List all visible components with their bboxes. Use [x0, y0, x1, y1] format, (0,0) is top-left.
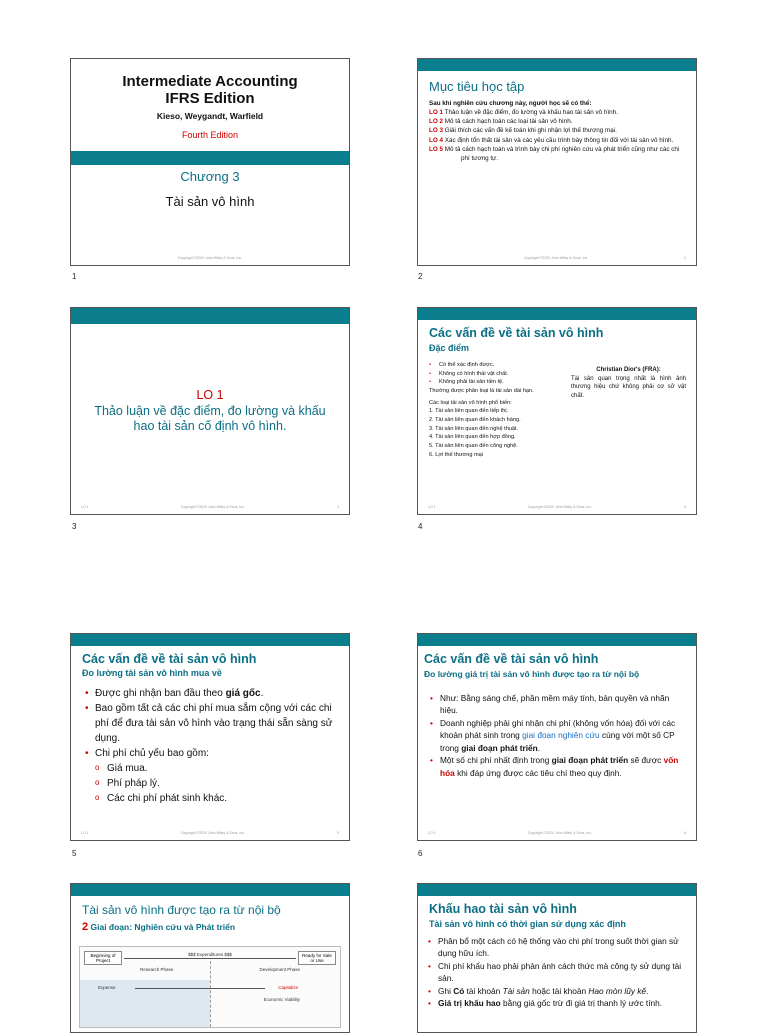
- footer-lo: LO 1: [428, 831, 436, 835]
- book-edition-title: IFRS Edition: [165, 90, 255, 107]
- accent-bar: [71, 151, 349, 165]
- bullet-acquisition: • Bao gồm tất cả các chi phí mua sắm cộng với các chi phí để đưa tài sản vô hình vào trạng thái sẵn sàng sử dụng.: [85, 701, 335, 746]
- accent-bar: [418, 59, 696, 71]
- copyright: Copyright ©2020 John Wiley & Sons, Inc.: [177, 256, 243, 260]
- page-number: 2: [684, 256, 686, 260]
- type-item: 4. Tài sản liên quan đến hợp đồng.: [429, 434, 516, 441]
- slide-number-4: 4: [418, 522, 423, 531]
- bullet-credit: • Ghi Có tài khoản Tài sản hoặc tài khoản Hao mòn lũy kế.: [428, 985, 684, 997]
- development-phase: Development Phase: [259, 967, 300, 972]
- copyright: Copyright ©2020 John Wiley & Sons, Inc.: [523, 256, 589, 260]
- lo-item: LO 2 Mô tả cách hạch toán các loại tài sản vô hình.: [429, 118, 573, 126]
- ready-box: Ready for Sale or Use: [298, 951, 336, 965]
- type-item: 6. Lợi thế thương mại: [429, 451, 483, 458]
- copyright: Copyright ©2020 John Wiley & Sons, Inc.: [527, 831, 592, 835]
- accent-bar: [71, 634, 349, 646]
- slide-subtitle: Đặc điểm: [429, 343, 470, 353]
- lo-item: LO 5 Mô tả cách hạch toán và trình bày chi phí nghiên cứu và phát triển cũng như các chi phí tương tự.: [429, 145, 680, 162]
- page-number: 4: [684, 505, 686, 509]
- bullet-expense: • Doanh nghiệp phải ghi nhận chi phí (không vốn hóa) đối với các khoản phát sinh trong giai đoạn nghiên cứu cùng với một số CP trong giai đoạn phát triển.: [430, 717, 686, 754]
- topic: Tài sản vô hình: [165, 194, 255, 209]
- accent-bar: [71, 884, 349, 896]
- slide-number-1: 1: [72, 272, 77, 281]
- slide-title: Tài sản vô hình được tạo ra từ nội bộ: [82, 903, 281, 917]
- authors: Kieso, Weygandt, Warfield: [156, 111, 264, 121]
- slide-8: [417, 883, 697, 1033]
- characteristic-item: • Không có hình thái vật chất.: [429, 370, 561, 379]
- slide-footer: [428, 505, 686, 509]
- cost-item: o Phí pháp lý.: [95, 776, 335, 791]
- slide-title: Các vấn đề về tài sản vô hình: [82, 652, 257, 666]
- slide-6: [417, 633, 697, 841]
- slide-number-5: 5: [72, 849, 77, 858]
- copyright: Copyright ©2020 John Wiley & Sons, Inc.: [527, 505, 592, 509]
- economic-viability: Economic Viability: [263, 997, 300, 1002]
- capitalize-label: Capitalize: [278, 985, 298, 990]
- phase-divider: [210, 961, 211, 1027]
- slide-footer: [428, 831, 686, 835]
- book-title: Intermediate Accounting: [122, 73, 298, 90]
- lo-item: LO 3 Giải thích các vấn đề kế toán khi ghi nhận lợi thế thương mại.: [429, 127, 617, 135]
- slide-footer: [428, 256, 686, 260]
- page-number: 3: [337, 505, 339, 509]
- accent-bar: [418, 884, 696, 896]
- lo-code: LO 1: [196, 388, 224, 402]
- type-item: 2. Tài sản liên quan đến khách hàng.: [429, 416, 521, 423]
- footer-lo: LO 1: [81, 831, 89, 835]
- example-head: Christian Dior's (FRA):: [596, 367, 661, 373]
- accent-bar: [418, 308, 696, 320]
- type-item: 3. Tài sản liên quan đến nghệ thuật.: [429, 425, 519, 432]
- slide-title: Mục tiêu học tập: [429, 79, 525, 94]
- bullet-cost: • Được ghi nhận ban đầu theo giá gốc.: [85, 686, 335, 701]
- characteristics-list: [429, 361, 561, 387]
- classification-note: Thường được phân loại là tài sản dài hạn.: [429, 387, 534, 394]
- bullet-capitalize: • Một số chi phí nhất định trong giai đoạn phát triển sẽ được vốn hóa khi đáp ứng được các tiêu chí theo quy định.: [430, 754, 686, 779]
- edition: Fourth Edition: [181, 130, 239, 140]
- lo-text: Thảo luận về đặc điểm, đo lường và khấu hao tài sản cố định vô hình.: [94, 403, 326, 434]
- copyright: Copyright ©2020 John Wiley & Sons, Inc.: [180, 831, 245, 835]
- bullet-examples: • Như: Bằng sáng chế, phần mềm máy tính, bản quyền và nhãn hiệu.: [430, 692, 686, 717]
- cost-item: o Các chi phí phát sinh khác.: [95, 791, 335, 806]
- accent-bar: [418, 634, 696, 646]
- footer-lo: LO 1: [81, 505, 89, 509]
- accent-bar: [71, 308, 349, 324]
- bullet-pattern: • Chi phí khấu hao phải phản ánh cách thức mà công ty sử dụng tài sản.: [428, 960, 684, 985]
- slide-number-3: 3: [72, 522, 77, 531]
- slide-7: [70, 883, 350, 1033]
- types-intro: Các loại tài sản vô hình phổ biến:: [429, 399, 512, 406]
- bullet-depreciable: • Giá trị khấu hao bằng giá gốc trừ đi giá trị thanh lý ước tính.: [428, 997, 684, 1009]
- lo-item: LO 4 Xác định tổn thất tài sản và các yêu cầu trình bày thông tin đối với tài sản vô hình.: [429, 136, 674, 144]
- slide-title: Các vấn đề về tài sản vô hình: [424, 652, 599, 666]
- slide-title: Các vấn đề về tài sản vô hình: [429, 326, 604, 340]
- slide-5: [70, 633, 350, 841]
- slide-subtitle: 2 Giai đoạn: Nghiên cứu và Phát triển: [82, 921, 236, 933]
- type-item: 5. Tài sản liên quan đến công nghệ.: [429, 442, 518, 449]
- expense-label: Expense: [98, 985, 116, 990]
- slide-4: [417, 307, 697, 515]
- characteristic-item: • Có thể xác định được.: [429, 361, 561, 370]
- research-phase: Research Phase: [140, 967, 174, 972]
- rd-diagram: [79, 946, 341, 1028]
- bullet-allocation: • Phân bổ một cách có hệ thống vào chi phí trong suốt thời gian sử dụng hữu ích.: [428, 935, 684, 960]
- slide-subtitle: Tài sản vô hình có thời gian sử dụng xác định: [429, 919, 626, 929]
- characteristic-item: • Không phải tài sản tiền tệ.: [429, 378, 561, 387]
- page-number: 5: [337, 831, 339, 835]
- lo-list: [429, 108, 686, 163]
- page-number: 6: [684, 831, 686, 835]
- lo-item: LO 1 Thảo luận về đặc điểm, đo lường và khấu hao tài sản vô hình.: [429, 109, 618, 117]
- slide-subtitle: Đo lường giá trị tài sản vô hình được tạo ra từ nội bộ: [424, 669, 640, 679]
- slide-footer: [81, 505, 339, 509]
- slide-3: [70, 307, 350, 515]
- slide-1: [70, 58, 350, 266]
- footer-lo: LO 1: [428, 505, 436, 509]
- slide-number-6: 6: [418, 849, 423, 858]
- slide-title: Khấu hao tài sản vô hình: [429, 902, 577, 916]
- expense-arrow: [135, 988, 265, 989]
- type-item: 1. Tài sản liên quan đến tiếp thị.: [429, 408, 509, 415]
- types-list: [429, 407, 561, 459]
- cost-item: o Giá mua.: [95, 761, 335, 776]
- example-text: Tài sản quan trọng nhất là hình ảnh thương hiệu chứ không phải cơ sở vật chất.: [571, 375, 686, 400]
- slide-number-2: 2: [418, 272, 423, 281]
- chapter: Chương 3: [180, 169, 240, 184]
- slide-footer: [81, 831, 339, 835]
- slide-footer: [81, 256, 339, 260]
- expenditures-label: $$$ Expenditures $$$: [188, 952, 232, 957]
- expenditures-arrow: [124, 958, 296, 959]
- slide-subtitle: Đo lường tài sản vô hình mua về: [82, 668, 222, 678]
- intro: Sau khi nghiên cứu chương này, người học sẽ có thể:: [429, 100, 592, 107]
- cost-items-list: [95, 761, 335, 806]
- copyright: Copyright ©2020 John Wiley & Sons, Inc.: [180, 505, 245, 509]
- slide-2: [417, 58, 697, 266]
- beginning-box: Beginning of Project: [84, 951, 122, 965]
- bullet-main-costs: • Chi phí chủ yếu bao gồm:: [85, 746, 335, 761]
